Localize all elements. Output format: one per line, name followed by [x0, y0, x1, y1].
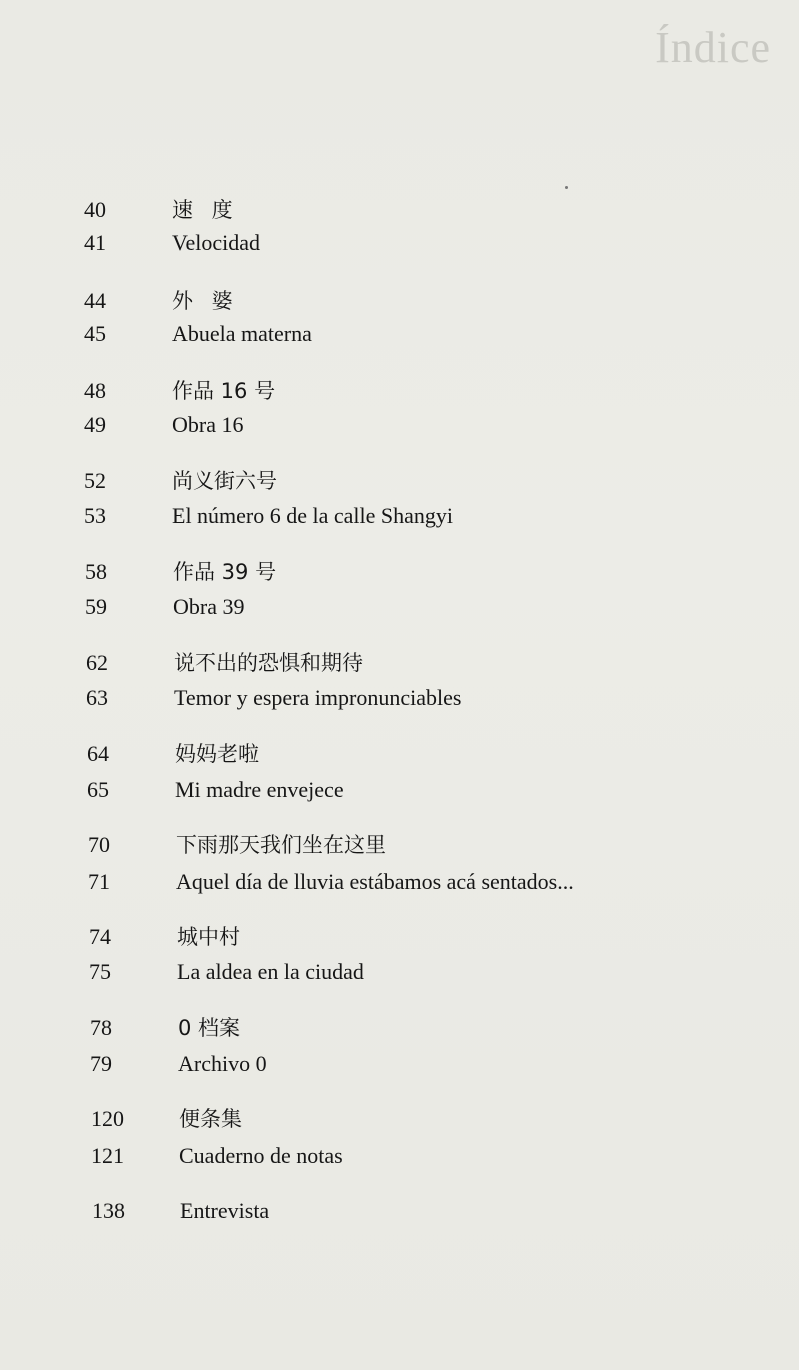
toc-title: Temor y espera impronunciables — [174, 685, 462, 710]
toc-page-number: 65 — [87, 777, 109, 802]
toc-entry — [0, 410, 760, 440]
toc-title: 下雨那天我们坐在这里 — [176, 833, 386, 857]
toc-title: 尚义街六号 — [172, 469, 277, 493]
toc-page-number: 78 — [90, 1015, 112, 1040]
toc-page-number: 71 — [88, 869, 110, 894]
toc-entry — [0, 376, 760, 406]
toc-entry — [0, 683, 760, 713]
toc-page-number: 62 — [86, 650, 108, 675]
toc-title: 速 度 — [172, 198, 239, 222]
toc-entry — [0, 557, 760, 587]
toc-title: 作品 39 号 — [173, 560, 277, 584]
toc-page-number: 44 — [84, 288, 106, 313]
toc-entry — [0, 228, 760, 258]
toc-title: 作品 16 号 — [172, 379, 276, 403]
toc-page-number: 41 — [84, 230, 106, 255]
toc-entry — [0, 1196, 760, 1226]
toc-entry — [0, 195, 760, 225]
toc-title: Entrevista — [180, 1198, 270, 1223]
toc-title: 说不出的恐惧和期待 — [174, 651, 363, 675]
toc-page-number: 49 — [84, 412, 106, 437]
toc-entry — [0, 922, 760, 952]
toc-title: Aquel día de lluvia estábamos acá sentados... — [176, 869, 574, 894]
toc-entry — [0, 466, 760, 496]
toc-title: El número 6 de la calle Shangyi — [172, 503, 454, 528]
toc-title: Obra 39 — [173, 594, 245, 619]
toc-title: 外 婆 — [172, 289, 239, 313]
toc-page-number: 59 — [85, 594, 107, 619]
toc-page-number: 79 — [90, 1051, 112, 1076]
toc-page-number: 40 — [84, 197, 106, 222]
toc-title: Cuaderno de notas — [179, 1143, 343, 1168]
toc-entry — [0, 1141, 760, 1171]
toc-title: Archivo 0 — [178, 1051, 267, 1076]
toc-title: 城中村 — [177, 925, 240, 949]
toc-page-number: 64 — [87, 741, 109, 766]
toc-page-number: 138 — [92, 1198, 125, 1223]
toc-entry — [0, 1104, 760, 1134]
toc-page-number: 121 — [91, 1143, 124, 1168]
toc-entry — [0, 957, 760, 987]
toc-entry — [0, 867, 760, 897]
toc-entry — [0, 319, 760, 349]
toc-entry — [0, 286, 760, 316]
toc-entry — [0, 1013, 760, 1043]
toc-page-number: 70 — [88, 832, 110, 857]
page-header-title: Índice — [655, 23, 771, 72]
toc-page-number: 63 — [86, 685, 108, 710]
toc-title: Mi madre envejece — [175, 777, 344, 802]
toc-entry — [0, 739, 760, 769]
toc-page-number: 58 — [85, 559, 107, 584]
toc-page-number: 45 — [84, 321, 106, 346]
toc-entry — [0, 592, 760, 622]
toc-title: La aldea en la ciudad — [177, 959, 364, 984]
toc-entry — [0, 1049, 760, 1079]
ink-dot — [565, 186, 568, 189]
toc-title: 便条集 — [179, 1107, 242, 1131]
toc-page-number: 75 — [89, 959, 111, 984]
toc-page-number: 52 — [84, 468, 106, 493]
toc-title: Obra 16 — [172, 412, 244, 437]
toc-entry — [0, 830, 760, 860]
toc-entry — [0, 775, 760, 805]
toc-title: Abuela materna — [172, 321, 312, 346]
toc-entry — [0, 648, 760, 678]
toc-title: 0 档案 — [178, 1016, 241, 1040]
toc-title: Velocidad — [172, 230, 260, 255]
toc-entry — [0, 501, 760, 531]
toc-page-number: 48 — [84, 378, 106, 403]
toc-page-number: 120 — [91, 1106, 124, 1131]
toc-title: 妈妈老啦 — [175, 742, 259, 766]
toc-page-number: 53 — [84, 503, 106, 528]
toc-page-number: 74 — [89, 924, 111, 949]
